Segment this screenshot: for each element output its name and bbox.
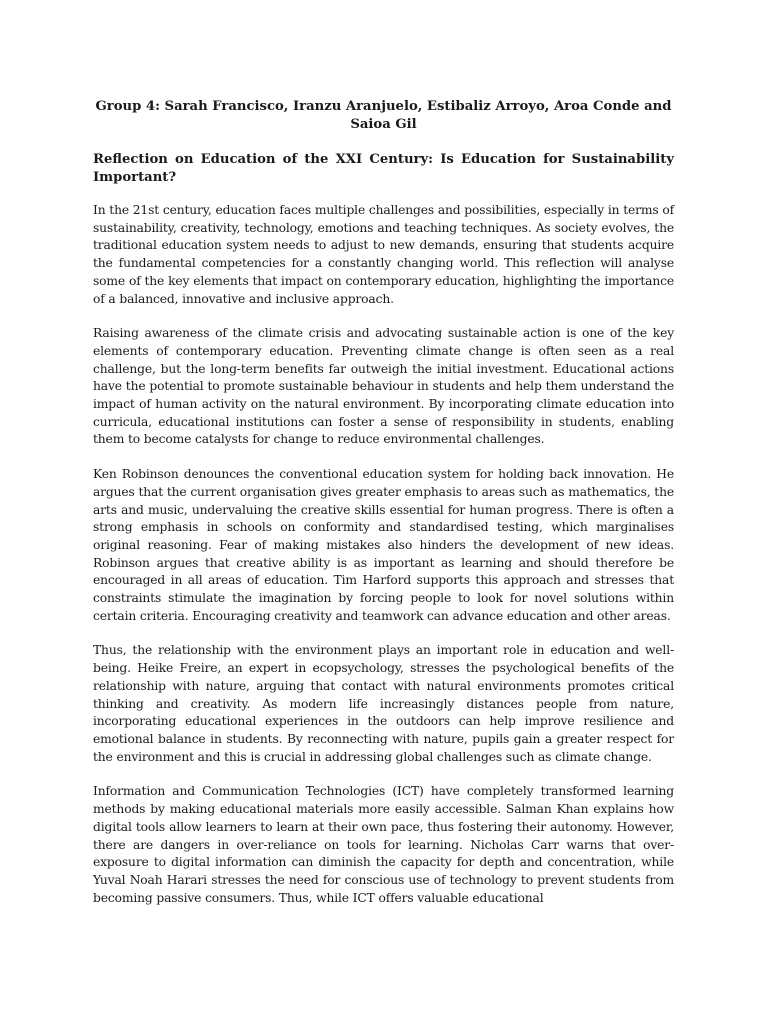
document-title: Reflection on Education of the XXI Century: Is Education for Sustainability Important? xyxy=(93,152,674,185)
author-list: Group 4: Sarah Francisco, Iranzu Aranjuelo, Estibaliz Arroyo, Aroa Conde and Saioa Gil xyxy=(95,99,672,132)
paragraph-nature: Thus, the relationship with the environment plays an important role in education and well-being. Heike Freire, an expert in ecopsychology, stresses the psychological benefits of the relationship with nature, arguing that contact with natural environments promotes critical thinking and creativity. As modern life increasingly distances people from nature, incorporating educational experiences in the outdoors can help improve resilience and emotional balance in students. By reconnecting with nature, pupils gain a greater respect for the environment and this is crucial in addressing global challenges such as climate change. xyxy=(93,643,674,764)
document-page xyxy=(93,98,674,924)
paragraph-intro: In the 21st century, education faces multiple challenges and possibilities, especially in terms of sustainability, creativity, technology, emotions and teaching techniques. As society evolves, the traditional education system needs to adjust to new demands, ensuring that students acquire the fundamental competencies for a constantly changing world. This reflection will analyse some of the key elements that impact on contemporary education, highlighting the importance of a balanced, innovative and inclusive approach. xyxy=(93,203,674,306)
paragraph-ict: Information and Communication Technologies (ICT) have completely transformed learning methods by making educational materials more easily accessible. Salman Khan explains how digital tools allow learners to learn at their own pace, thus fostering their autonomy. However, there are dangers in over-reliance on tools for learning. Nicholas Carr warns that over-exposure to digital information can diminish the capacity for depth and concentration, while Yuval Noah Harari stresses the need for conscious use of technology to prevent students from becoming passive consumers. Thus, while ICT offers valuable educational xyxy=(93,784,674,905)
paragraph-creativity: Ken Robinson denounces the conventional education system for holding back innovation. He argues that the current organisation gives greater emphasis to areas such as mathematics, the arts and music, undervaluing the creative skills essential for human progress. There is often a strong emphasis in schools on conformity and standardised testing, which marginalises original reasoning. Fear of making mistakes also hinders the development of new ideas. Robinson argues that creative ability is as important as learning and should therefore be encouraged in all areas of education. Tim Harford supports this approach and stresses that constraints stimulate the imagination by forcing people to look for novel solutions within certain criteria. Encouraging creativity and teamwork can advance education and other areas. xyxy=(93,467,674,623)
paragraph-climate: Raising awareness of the climate crisis and advocating sustainable action is one of the key elements of contemporary education. Preventing climate change is often seen as a real challenge, but the long-term benefits far outweigh the initial investment. Educational actions have the potential to promote sustainable behaviour in students and help them understand the impact of human activity on the natural environment. By incorporating climate education into curricula, educational institutions can foster a sense of responsibility in students, enabling them to become catalysts for change to reduce environmental challenges. xyxy=(93,326,674,447)
